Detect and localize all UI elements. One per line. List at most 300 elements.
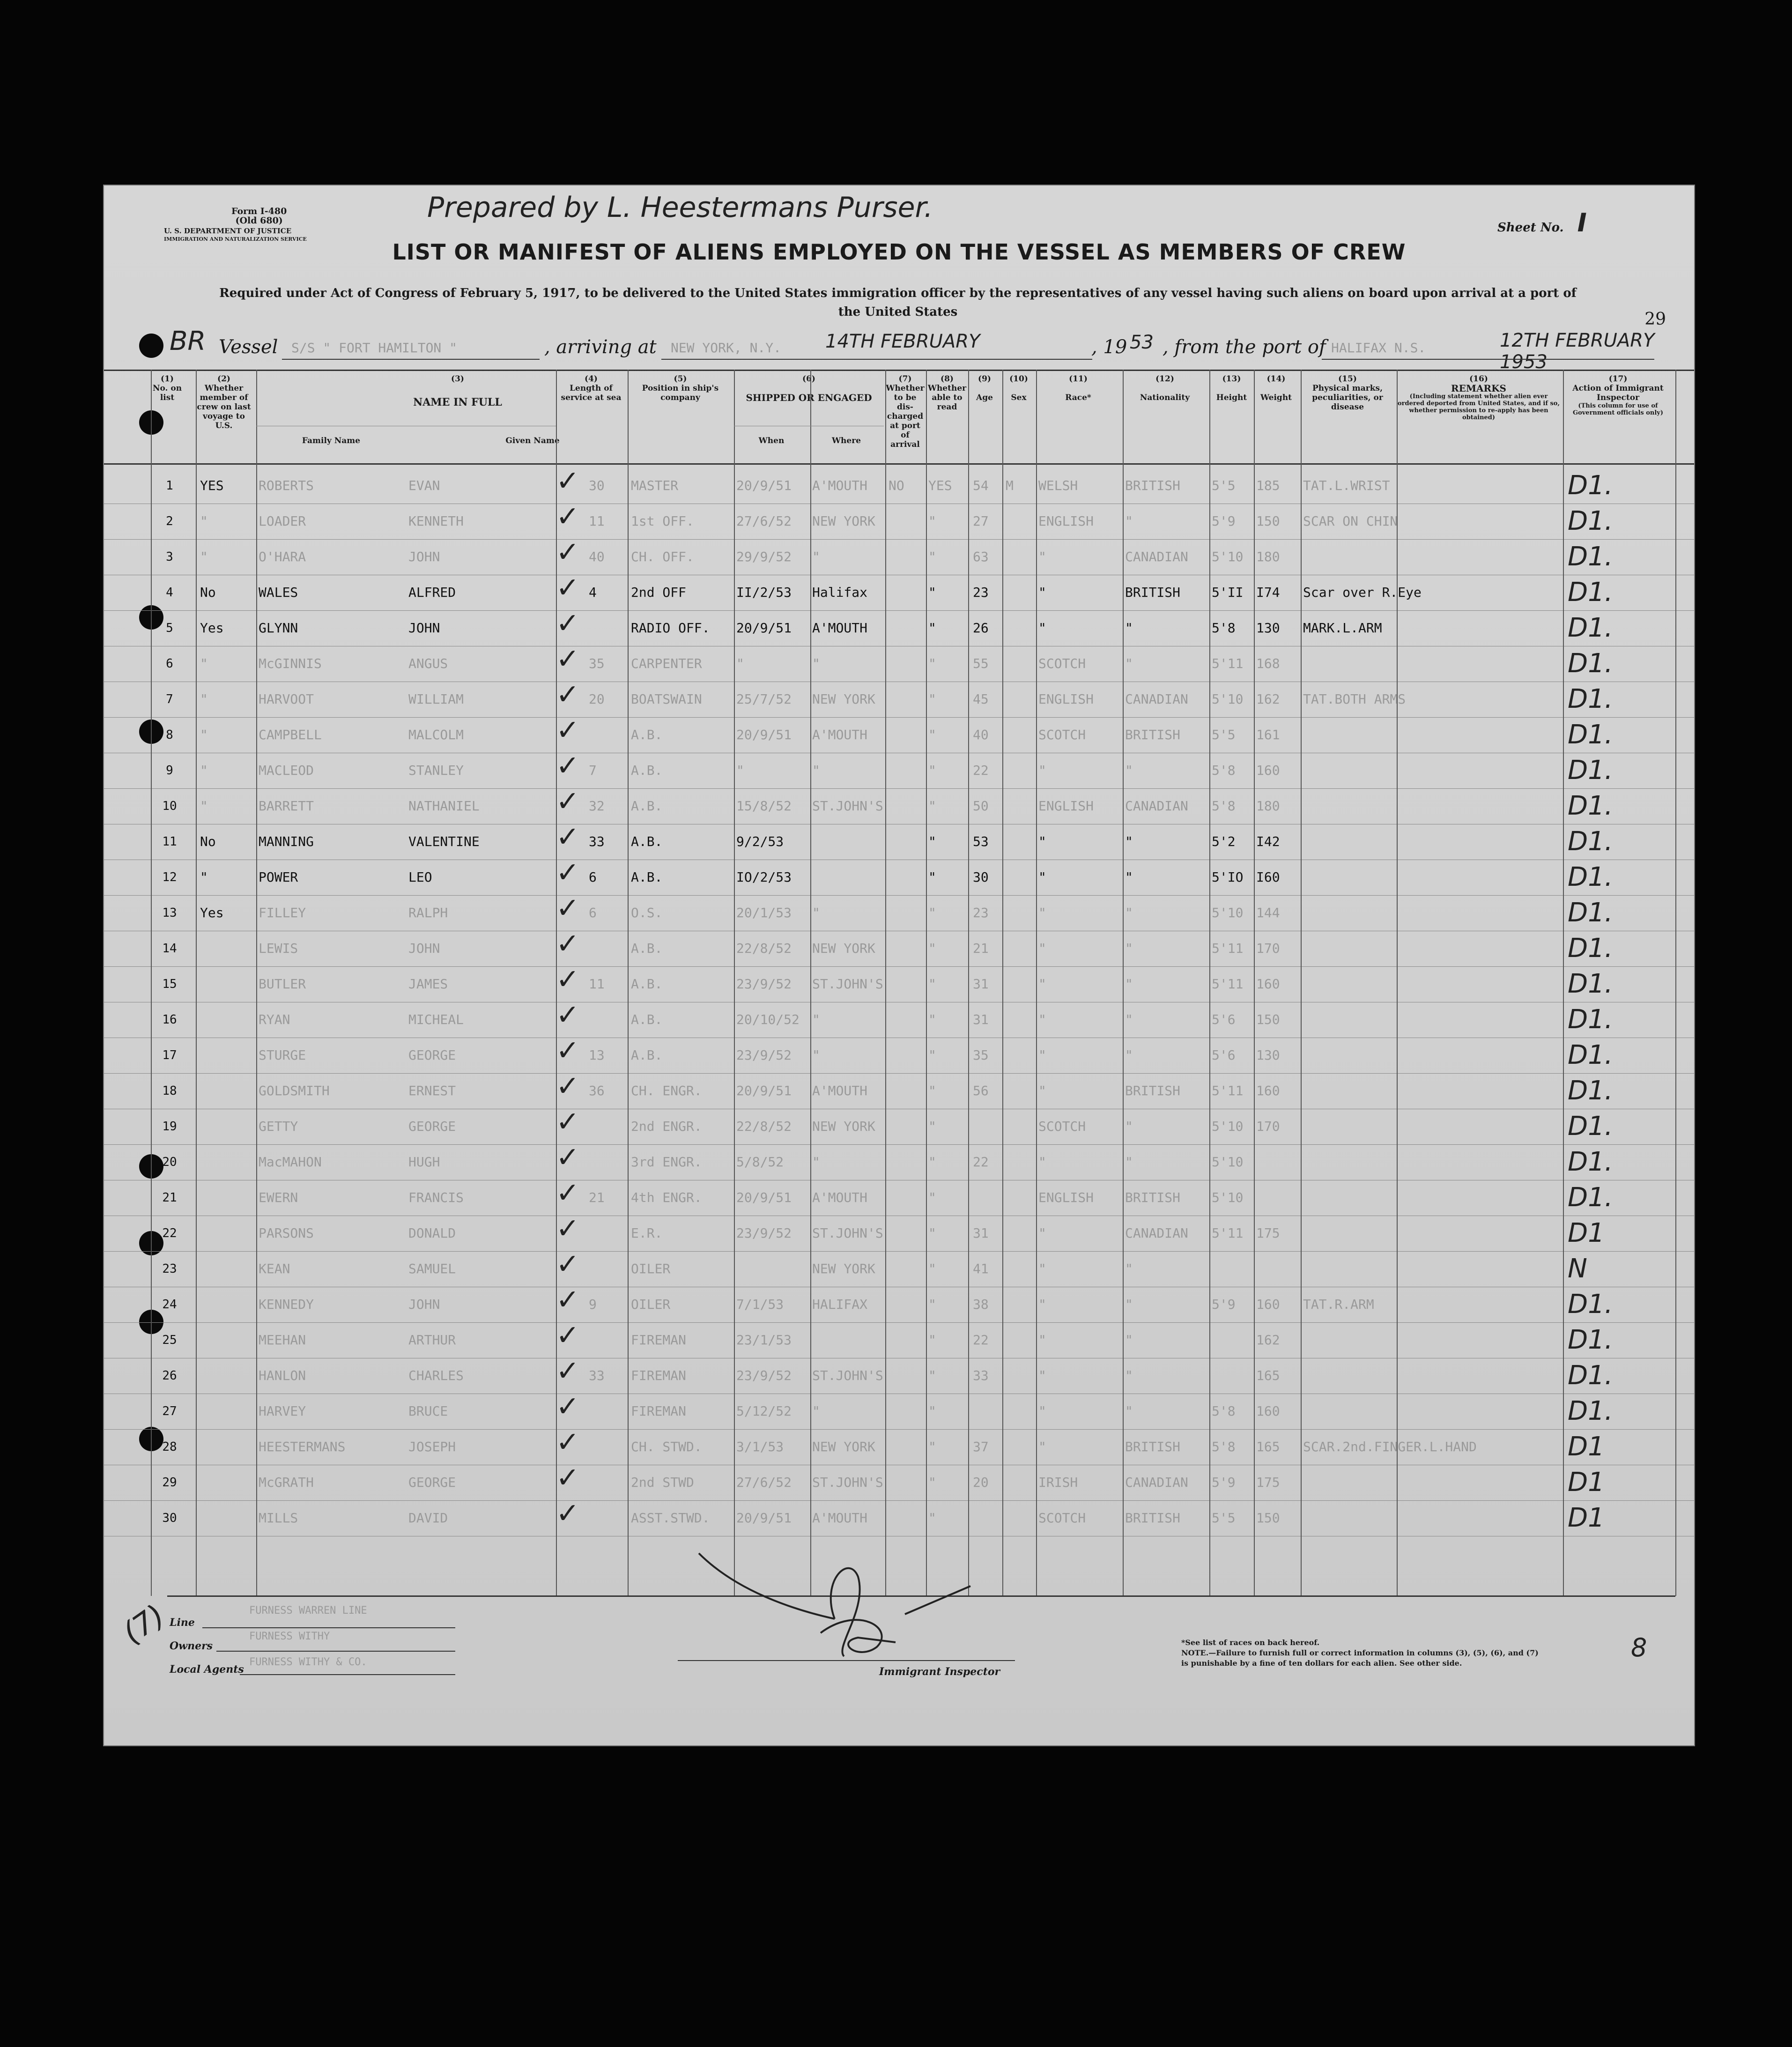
cell-prev: ": [200, 691, 208, 707]
cell-when: 22/8/52: [736, 941, 792, 956]
cell-action: D1.: [1568, 1289, 1613, 1320]
cell-nat: BRITISH: [1125, 585, 1181, 600]
cell-family: MEEHAN: [259, 1332, 306, 1348]
header-name: (3) NAME IN FULL: [413, 374, 502, 408]
cell-sex: [1006, 682, 1034, 717]
cell-read: ": [928, 1475, 936, 1490]
cell-position: A.B.: [631, 798, 663, 814]
cell-read: ": [928, 1225, 936, 1241]
cell-remarks: [1399, 1251, 1558, 1287]
column-divider: [810, 370, 811, 1596]
cell-age: 26: [973, 620, 989, 636]
cell-race: ": [1038, 620, 1046, 636]
cell-sex: [1006, 1180, 1034, 1216]
cell-service: 35: [589, 656, 605, 671]
race-note: *See list of races on back hereof.: [1181, 1638, 1320, 1647]
header-physical-marks: (15) Physical marks, peculiarities, or disease: [1312, 374, 1383, 412]
cell-action: D1.: [1568, 470, 1613, 501]
penalty-note: NOTE.—Failure to furnish full or correct information in columns (3), (5), (6), and (7) is punishable by a fine of ten dollars for each alien. See other side.: [1181, 1648, 1539, 1668]
cell-height: 5'8: [1212, 620, 1236, 636]
cell-sex: [1006, 717, 1034, 753]
cell-family: BARRETT: [259, 798, 314, 814]
cell-read: ": [928, 1297, 936, 1312]
cell-no: 28: [162, 1440, 177, 1454]
cell-where: A'MOUTH: [812, 620, 868, 636]
cell-prev: ": [200, 656, 208, 671]
cell-prev: [200, 1216, 252, 1251]
cell-no: 23: [162, 1262, 177, 1276]
cell-where: NEW YORK: [812, 941, 875, 956]
cell-given: JOHN: [408, 549, 440, 564]
cell-action: D1.: [1568, 826, 1613, 857]
cell-position: FIREMAN: [631, 1368, 687, 1383]
cell-given: NATHANIEL: [408, 798, 480, 814]
column-divider: [926, 370, 927, 1596]
cell-disch: [889, 504, 924, 539]
cell-position: OILER: [631, 1261, 671, 1276]
cell-prev: [200, 1465, 252, 1500]
cell-weight: 150: [1256, 513, 1280, 529]
cell-read: ": [928, 1403, 936, 1419]
cell-disch: [889, 895, 924, 931]
cell-weight: 161: [1256, 727, 1280, 742]
cell-when: 9/2/53: [736, 834, 784, 849]
cell-height: 5'8: [1212, 1403, 1236, 1419]
cell-action: D1.: [1568, 577, 1613, 608]
cell-given: STANLEY: [408, 763, 464, 778]
cell-weight: [1256, 1144, 1298, 1180]
cell-no: 20: [162, 1155, 177, 1169]
cell-where: ST.JOHN'S: [812, 1368, 883, 1383]
cell-disch: [889, 788, 924, 824]
cell-nat: BRITISH: [1125, 1510, 1181, 1526]
cell-sex: [1006, 1429, 1034, 1465]
cell-given: LEO: [408, 869, 432, 885]
cell-nat: ": [1125, 1368, 1133, 1383]
cell-no: 7: [166, 692, 173, 706]
check-mark-icon: ✓: [556, 678, 580, 711]
cell-given: SAMUEL: [408, 1261, 456, 1276]
cell-disch: [889, 682, 924, 717]
check-mark-icon: ✓: [556, 1105, 580, 1138]
cell-remarks: [1399, 610, 1558, 646]
cell-no: 4: [166, 586, 173, 600]
cell-height: 5'5: [1212, 727, 1236, 742]
cell-when: II/2/53: [736, 585, 792, 600]
cell-when: [736, 1251, 809, 1287]
cell-height: 5'5: [1212, 478, 1236, 493]
cell-family: MacMAHON: [259, 1154, 322, 1170]
cell-weight: [1256, 1180, 1298, 1216]
header-read: (8) Whether able to read: [927, 374, 967, 412]
cell-height: 5'8: [1212, 1439, 1236, 1454]
cell-prev: [200, 1322, 252, 1358]
cell-sex: [1006, 1358, 1034, 1394]
cell-sex: [1006, 1216, 1034, 1251]
header-service: (4) Length of service at sea: [561, 374, 622, 402]
cell-age: 21: [973, 941, 989, 956]
cell-where: ST.JOHN'S: [812, 798, 883, 814]
cell-disch: NO: [889, 478, 904, 493]
cell-prev: [200, 1287, 252, 1322]
cell-disch: [889, 717, 924, 753]
cell-action: D1.: [1568, 1075, 1613, 1106]
cell-age: 53: [973, 834, 989, 849]
cell-height: [1212, 1322, 1254, 1358]
cell-action: D1.: [1568, 541, 1613, 572]
header-sex: (10) Sex: [1009, 374, 1028, 402]
cell-when: 20/10/52: [736, 1012, 800, 1027]
cell-read: ": [928, 727, 936, 742]
cell-age: 20: [973, 1475, 989, 1490]
cell-age: 56: [973, 1083, 989, 1098]
cell-given: ERNEST: [408, 1083, 456, 1098]
cell-when: 29/9/52: [736, 549, 792, 564]
cell-prev: ": [200, 549, 208, 564]
cell-read: ": [928, 1510, 936, 1526]
column-divider: [968, 370, 969, 1596]
punch-hole: [139, 334, 163, 358]
cell-disch: [889, 824, 924, 860]
cell-nat: ": [1125, 1012, 1133, 1027]
cell-given: ANGUS: [408, 656, 448, 671]
header-position: (5) Position in ship's company: [642, 374, 719, 402]
cell-remarks: [1399, 1500, 1558, 1536]
cell-race: ": [1038, 549, 1046, 564]
cell-prev: [200, 1429, 252, 1465]
cell-family: McGRATH: [259, 1475, 314, 1490]
cell-disch: [889, 1180, 924, 1216]
sheet-number-block: [1497, 208, 1587, 237]
column-divider: [628, 370, 629, 1596]
header-family-name: Family Name: [302, 436, 361, 445]
cell-height: 5'11: [1212, 941, 1244, 956]
cell-race: WELSH: [1038, 478, 1078, 493]
check-mark-icon: ✓: [556, 1497, 580, 1530]
cell-when: 20/9/51: [736, 1190, 792, 1205]
cell-read: ": [928, 1261, 936, 1276]
cell-age: 54: [973, 478, 989, 493]
cell-weight: 130: [1256, 620, 1280, 636]
cell-age: 22: [973, 1332, 989, 1348]
cell-height: 5'10: [1212, 1119, 1244, 1134]
cell-nat: ": [1125, 763, 1133, 778]
check-mark-icon: ✓: [556, 999, 580, 1031]
cell-action: D1.: [1568, 1325, 1613, 1355]
cell-read: ": [928, 585, 936, 600]
cell-sex: [1006, 753, 1034, 788]
cell-sex: [1006, 1394, 1034, 1429]
cell-height: 5'10: [1212, 691, 1244, 707]
cell-race: ": [1038, 1403, 1046, 1419]
cell-sex: [1006, 1073, 1034, 1109]
year-prefix: , 19: [1091, 336, 1127, 358]
column-divider: [885, 370, 886, 1596]
cell-nat: ": [1125, 905, 1133, 920]
cell-sex: [1006, 1251, 1034, 1287]
cell-no: 18: [162, 1084, 177, 1098]
cell-family: POWER: [259, 869, 298, 885]
cell-remarks: [1399, 1358, 1558, 1394]
cell-given: JOHN: [408, 941, 440, 956]
cell-height: 5'9: [1212, 1475, 1236, 1490]
cell-given: GEORGE: [408, 1475, 456, 1490]
cell-race: ENGLISH: [1038, 798, 1094, 814]
cell-family: KEAN: [259, 1261, 290, 1276]
cell-height: 5'11: [1212, 976, 1244, 992]
cell-given: GEORGE: [408, 1119, 456, 1134]
cell-position: CH. ENGR.: [631, 1083, 702, 1098]
department-name: U. S. DEPARTMENT OF JUSTICE: [164, 227, 292, 235]
cell-action: D1.: [1568, 1360, 1613, 1391]
cell-action: D1: [1568, 1218, 1605, 1248]
cell-race: ": [1038, 1012, 1046, 1027]
cell-race: ": [1038, 1154, 1046, 1170]
column-divider: [734, 370, 735, 1596]
cell-remarks: [1399, 753, 1558, 788]
corner-number: 8: [1631, 1633, 1647, 1662]
cell-where: [812, 860, 885, 895]
check-mark-icon: ✓: [556, 607, 580, 640]
check-mark-icon: ✓: [556, 856, 580, 889]
cell-disch: [889, 1358, 924, 1394]
cell-read: ": [928, 1119, 936, 1134]
cell-given: JOSEPH: [408, 1439, 456, 1454]
cell-sex: [1006, 1500, 1034, 1536]
cell-action: D1: [1568, 1467, 1605, 1498]
cell-family: HEESTERMANS: [259, 1439, 346, 1454]
cell-read: ": [928, 1083, 936, 1098]
cell-action: D1.: [1568, 1147, 1613, 1177]
owners-label: Owners: [170, 1640, 213, 1652]
cell-no: 15: [162, 977, 177, 991]
cell-weight: 175: [1256, 1225, 1280, 1241]
cell-read: ": [928, 869, 936, 885]
cell-disch: [889, 1287, 924, 1322]
cell-nat: CANADIAN: [1125, 1225, 1188, 1241]
cell-family: GOLDSMITH: [259, 1083, 330, 1098]
cell-sex: [1006, 1109, 1034, 1144]
cell-remarks: [1399, 717, 1558, 753]
column-divider: [151, 370, 152, 1596]
cell-race: ": [1038, 834, 1046, 849]
cell-nat: ": [1125, 1154, 1133, 1170]
cell-disch: [889, 931, 924, 966]
cell-action: D1.: [1568, 969, 1613, 999]
cell-weight: 160: [1256, 1297, 1280, 1312]
header-race: (11) Race*: [1065, 374, 1091, 402]
cell-nat: ": [1125, 976, 1133, 992]
cell-position: FIREMAN: [631, 1403, 687, 1419]
cell-when: 23/9/52: [736, 1225, 792, 1241]
cell-when: 27/6/52: [736, 513, 792, 529]
cell-race: ": [1038, 1083, 1046, 1098]
column-divider: [1675, 370, 1676, 1596]
cell-age: 40: [973, 727, 989, 742]
cell-action: D1.: [1568, 1182, 1613, 1213]
cell-race: SCOTCH: [1038, 1119, 1086, 1134]
cell-position: 2nd OFF: [631, 585, 687, 600]
cell-disch: [889, 1002, 924, 1038]
cell-service: 7: [589, 763, 597, 778]
cell-when: 5/12/52: [736, 1403, 792, 1419]
cell-prev: [200, 1358, 252, 1394]
cell-position: A.B.: [631, 834, 663, 849]
cell-given: DONALD: [408, 1225, 456, 1241]
cell-no: 10: [162, 799, 177, 813]
column-divider: [1036, 370, 1037, 1596]
cell-remarks: [1399, 504, 1558, 539]
cell-sex: [1006, 1322, 1034, 1358]
cell-position: A.B.: [631, 1047, 663, 1063]
column-divider: [1254, 370, 1255, 1596]
cell-height: 5'IO: [1212, 869, 1244, 885]
cell-nat: ": [1125, 1047, 1133, 1063]
header-remarks: (16) REMARKS (Including statement whether alien ever ordered deported from United States, and if so, whether permission to re-apply has been obtained): [1397, 374, 1560, 421]
cell-nat: CANADIAN: [1125, 691, 1188, 707]
cell-when: 20/9/51: [736, 620, 792, 636]
cell-disch: [889, 1322, 924, 1358]
cell-sex: [1006, 788, 1034, 824]
inspector-signature: [680, 1525, 1008, 1675]
cell-prev: [200, 931, 252, 966]
cell-nat: BRITISH: [1125, 1439, 1181, 1454]
cell-race: IRISH: [1038, 1475, 1078, 1490]
page-title: LIST OR MANIFEST OF ALIENS EMPLOYED ON THE VESSEL AS MEMBERS OF CREW: [392, 239, 1406, 265]
cell-age: 35: [973, 1047, 989, 1063]
inspector-label: Immigrant Inspector: [879, 1666, 1000, 1678]
cell-when: 15/8/52: [736, 798, 792, 814]
cell-position: E.R.: [631, 1225, 663, 1241]
cell-given: JAMES: [408, 976, 448, 992]
cell-read: ": [928, 549, 936, 564]
cell-given: CHARLES: [408, 1368, 464, 1383]
cell-read: ": [928, 941, 936, 956]
cell-prev: [200, 966, 252, 1002]
header-last-voyage: (2) Whether member of crew on last voyage to U.S.: [197, 374, 251, 430]
cell-no: 9: [166, 764, 173, 778]
cell-when: 27/6/52: [736, 1475, 792, 1490]
cell-no: 24: [162, 1298, 177, 1312]
cell-family: KENNEDY: [259, 1297, 314, 1312]
cell-read: ": [928, 976, 936, 992]
cell-age: 55: [973, 656, 989, 671]
cell-age: 31: [973, 1225, 989, 1241]
cell-no: 8: [166, 728, 173, 742]
cell-service: 40: [589, 549, 605, 564]
cell-remarks: [1399, 788, 1558, 824]
cell-no: 25: [162, 1333, 177, 1347]
cell-read: ": [928, 834, 936, 849]
local-agents-value: FURNESS WITHY & CO.: [249, 1656, 367, 1668]
cell-race: ": [1038, 1261, 1046, 1276]
cell-where: NEW YORK: [812, 691, 875, 707]
cell-no: 27: [162, 1404, 177, 1418]
cell-position: A.B.: [631, 869, 663, 885]
cell-position: A.B.: [631, 941, 663, 956]
cell-disch: [889, 539, 924, 575]
cell-remarks: [1399, 682, 1558, 717]
cell-weight: 162: [1256, 1332, 1280, 1348]
cell-race: ": [1038, 1439, 1046, 1454]
cell-height: 5'2: [1212, 834, 1236, 849]
cell-family: EWERN: [259, 1190, 298, 1205]
cell-family: BUTLER: [259, 976, 306, 992]
cell-position: 2nd ENGR.: [631, 1119, 702, 1134]
cell-action: D1.: [1568, 684, 1613, 714]
cell-read: ": [928, 1439, 936, 1454]
cell-where: HALIFAX: [812, 1297, 868, 1312]
cell-no: 13: [162, 906, 177, 920]
cell-remarks: [1399, 1109, 1558, 1144]
cell-service: 33: [589, 834, 605, 849]
cell-nat: ": [1125, 1297, 1133, 1312]
cell-service: 9: [589, 1297, 597, 1312]
column-divider: [1209, 370, 1210, 1596]
cell-when: ": [736, 656, 744, 671]
cell-family: CAMPBELL: [259, 727, 322, 742]
cell-remarks: [1399, 468, 1558, 504]
cell-prev: [200, 1500, 252, 1536]
cell-height: 5'8: [1212, 763, 1236, 778]
cell-race: SCOTCH: [1038, 1510, 1086, 1526]
check-mark-icon: ✓: [556, 1283, 580, 1316]
cell-race: ": [1038, 941, 1046, 956]
cell-when: 22/8/52: [736, 1119, 792, 1134]
cell-age: 31: [973, 1012, 989, 1027]
cell-where: ": [812, 1403, 820, 1419]
cell-race: SCOTCH: [1038, 727, 1086, 742]
from-port-label: , from the port of: [1163, 336, 1326, 358]
check-mark-icon: ✓: [556, 1426, 580, 1459]
cell-action: D1.: [1568, 1004, 1613, 1035]
cell-prev: No: [200, 834, 216, 849]
arrival-date: 14TH FEBRUARY: [825, 331, 980, 352]
column-divider: [196, 370, 197, 1596]
cell-service: 13: [589, 1047, 605, 1063]
cell-nat: ": [1125, 620, 1133, 636]
cell-family: O'HARA: [259, 549, 306, 564]
cell-race: ": [1038, 869, 1046, 885]
cell-prev: Yes: [200, 620, 224, 636]
cell-weight: 180: [1256, 798, 1280, 814]
cell-family: WALES: [259, 585, 298, 600]
cell-prev: [200, 1144, 252, 1180]
cell-race: ": [1038, 976, 1046, 992]
cell-where: ": [812, 1154, 820, 1170]
cell-disch: [889, 1216, 924, 1251]
cell-race: SCOTCH: [1038, 656, 1086, 671]
cell-position: A.B.: [631, 1012, 663, 1027]
cell-weight: I74: [1256, 585, 1280, 600]
cell-when: 23/1/53: [736, 1332, 792, 1348]
header-weight: (14) Weight: [1260, 374, 1292, 402]
cell-height: 5'10: [1212, 1154, 1244, 1170]
header-where: Where: [831, 436, 861, 445]
cell-age: 37: [973, 1439, 989, 1454]
cell-family: MACLEOD: [259, 763, 314, 778]
prepared-by-signature: Prepared by L. Heestermans Purser.: [427, 191, 933, 224]
cell-weight: 144: [1256, 905, 1280, 920]
cell-disch: [889, 610, 924, 646]
cell-no: 26: [162, 1369, 177, 1383]
manifest-sheet: [104, 185, 1694, 1745]
corner-annotation: (7): [116, 1598, 171, 1651]
column-divider: [1397, 370, 1398, 1596]
cell-read: ": [928, 1047, 936, 1063]
cell-disch: [889, 1429, 924, 1465]
cell-prev: ": [200, 798, 208, 814]
